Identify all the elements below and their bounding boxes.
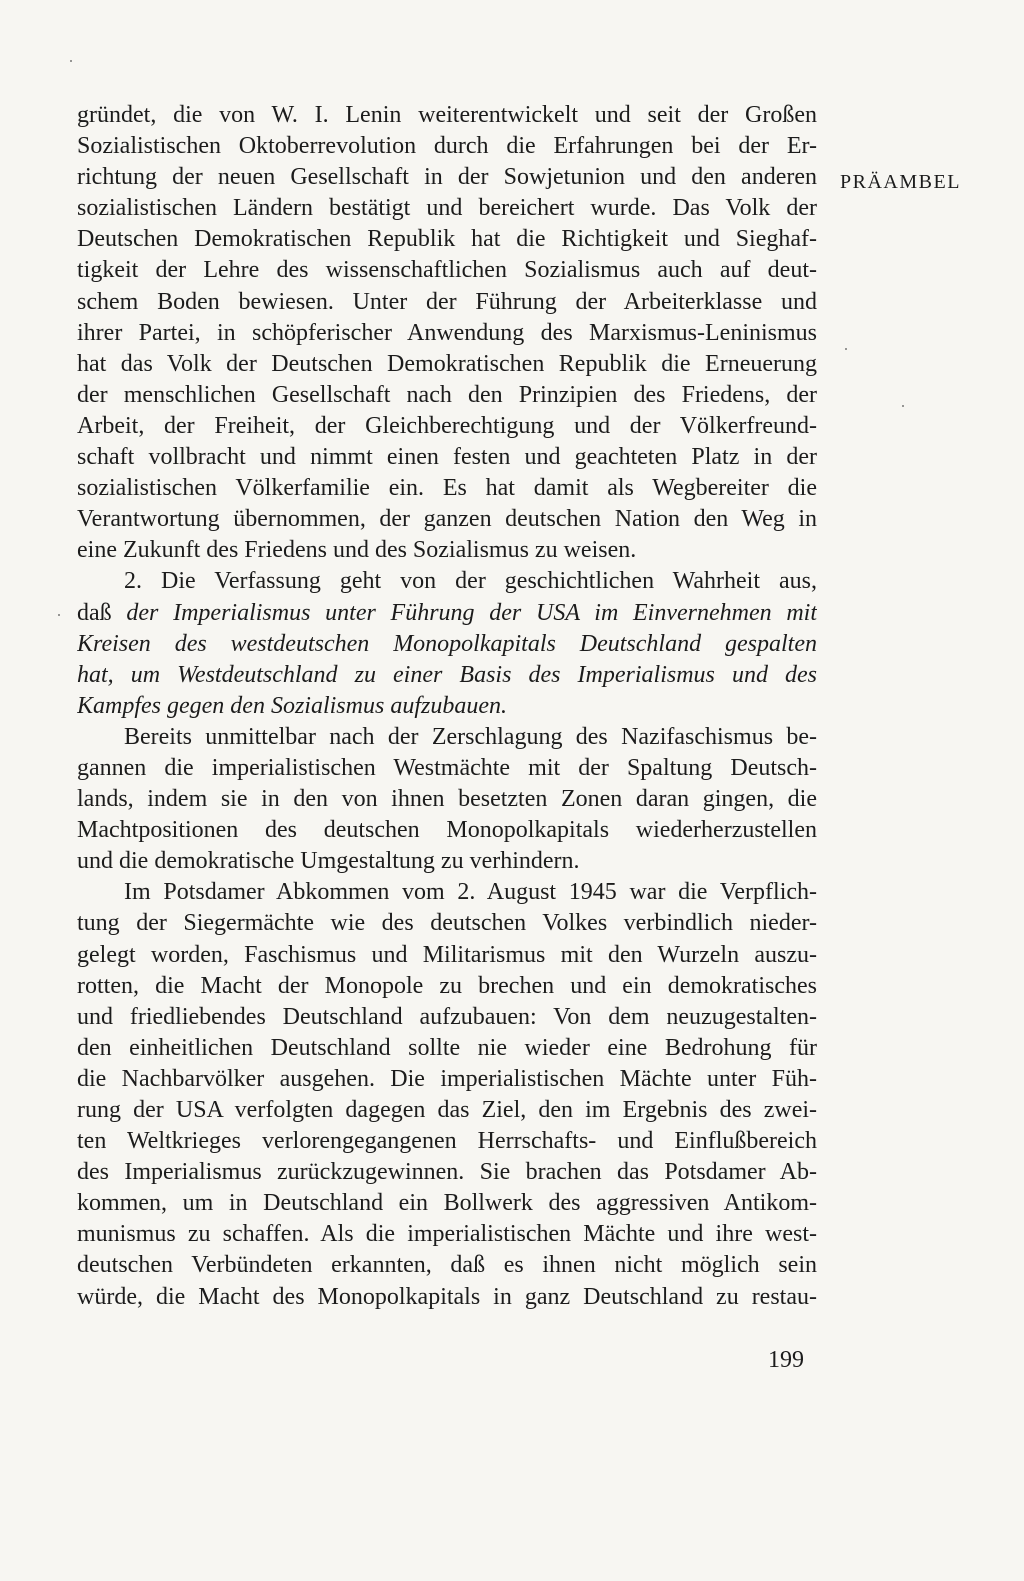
text-line: deutschen Verbündeten erkannten, daß es ihnen nicht möglich sein [77,1252,817,1279]
text-line: Sozialistischen Oktoberrevolution durch die Erfahrungen bei der Er- [77,133,817,160]
text-line: munismus zu schaffen. Als die imperialistischen Mächte und ihre west- [77,1221,817,1248]
text-line: ihrer Partei, in schöpferischer Anwendung des Marxismus-Leninismus [77,319,817,346]
text-line: tigkeit der Lehre des wissenschaftlichen Sozialismus auch auf deut- [77,257,817,284]
text-line: schem Boden bewiesen. Unter der Führung der Arbeiterklasse und [77,288,817,315]
text-line: den einheitlichen Deutschland sollte nie wieder eine Bedrohung für [77,1034,817,1061]
text-line: sozialistischen Völkerfamilie ein. Es hat damit als Wegbereiter die [77,475,817,502]
text-line-emphasis: hat, um Westdeutschland zu einer Basis des Imperialismus und des [77,661,817,688]
text-line: sozialistischen Ländern bestätigt und bereichert wurde. Das Volk der [77,195,817,222]
text-line: lands, indem sie in den von ihnen besetzten Zonen daran gingen, die [77,786,817,813]
scan-speck [902,405,904,407]
text-line: richtung der neuen Gesellschaft in der Sowjetunion und den anderen [77,164,817,191]
text-line: gannen die imperialistischen Westmächte mit der Spaltung Deutsch- [77,754,817,781]
text-line: Bereits unmittelbar nach der Zerschlagung des Nazifaschismus be- [124,723,817,750]
text-line: eine Zukunft des Friedens und des Sozialismus zu weisen. [77,537,637,564]
page-number: 199 [768,1347,804,1373]
text-line: ten Weltkrieges verlorengegangenen Herrschafts- und Einflußbereich [77,1128,817,1155]
text-line: 2. Die Verfassung geht von der geschichtlichen Wahrheit aus, [124,568,817,595]
text-line-emphasis: Kampfes gegen den Sozialismus aufzubauen. [77,692,507,719]
text-line: würde, die Macht des Monopolkapitals in ganz Deutschland zu restau- [77,1283,817,1310]
text-line: rung der USA verfolgten dagegen das Ziel, den im Ergebnis des zwei- [77,1097,817,1123]
text-line: gelegt worden, Faschismus und Militarismus mit den Wurzeln auszu- [77,941,817,968]
text-line: tung der Siegermächte wie des deutschen Volkes verbindlich nieder- [77,910,817,937]
scan-speck [58,614,60,616]
text-line: Machtpositionen des deutschen Monopolkapitals wiederherzustellen [77,817,817,844]
text-line-emphasis: Kreisen des westdeutschen Monopolkapitals Deutschland gespalten [77,630,817,657]
section-heading-praeambel: PRÄAMBEL [840,171,961,193]
text-span: daß [77,599,127,626]
emphasis-span: der Imperialismus unter Führung der USA im Einvernehmen mit [126,599,817,626]
text-line: schaft vollbracht und nimmt einen festen und geachteten Platz in der [77,444,817,471]
text-line: Im Potsdamer Abkommen vom 2. August 1945 war die Verpflich- [124,879,817,906]
text-line: Deutschen Demokratischen Republik hat die Richtigkeit und Sieghaf- [77,226,817,253]
text-line: und die demokratische Umgestaltung zu verhindern. [77,848,580,875]
text-line: gründet, die von W. I. Lenin weiterentwickelt und seit der Großen [77,102,817,128]
text-line: die Nachbarvölker ausgehen. Die imperialistischen Mächte unter Füh- [77,1065,817,1092]
text-line-mixed [77,598,817,629]
body-text [77,100,817,1313]
text-line: der menschlichen Gesellschaft nach den Prinzipien des Friedens, der [77,381,817,408]
text-line: und friedliebendes Deutschland aufzubauen: Von dem neuzugestalten- [77,1003,817,1030]
text-line: hat das Volk der Deutschen Demokratischen Republik die Erneuerung [77,350,817,377]
text-line: Arbeit, der Freiheit, der Gleichberechtigung und der Völkerfreund- [77,412,817,439]
text-line: Verantwortung übernommen, der ganzen deutschen Nation den Weg in [77,506,817,533]
scan-speck [845,348,847,350]
text-line: des Imperialismus zurückzugewinnen. Sie brachen das Potsdamer Ab- [77,1159,817,1186]
text-line: rotten, die Macht der Monopole zu brechen und ein demokratisches [77,972,817,999]
text-line: kommen, um in Deutschland ein Bollwerk des aggressiven Antikom- [77,1190,817,1217]
scan-speck [70,60,72,62]
